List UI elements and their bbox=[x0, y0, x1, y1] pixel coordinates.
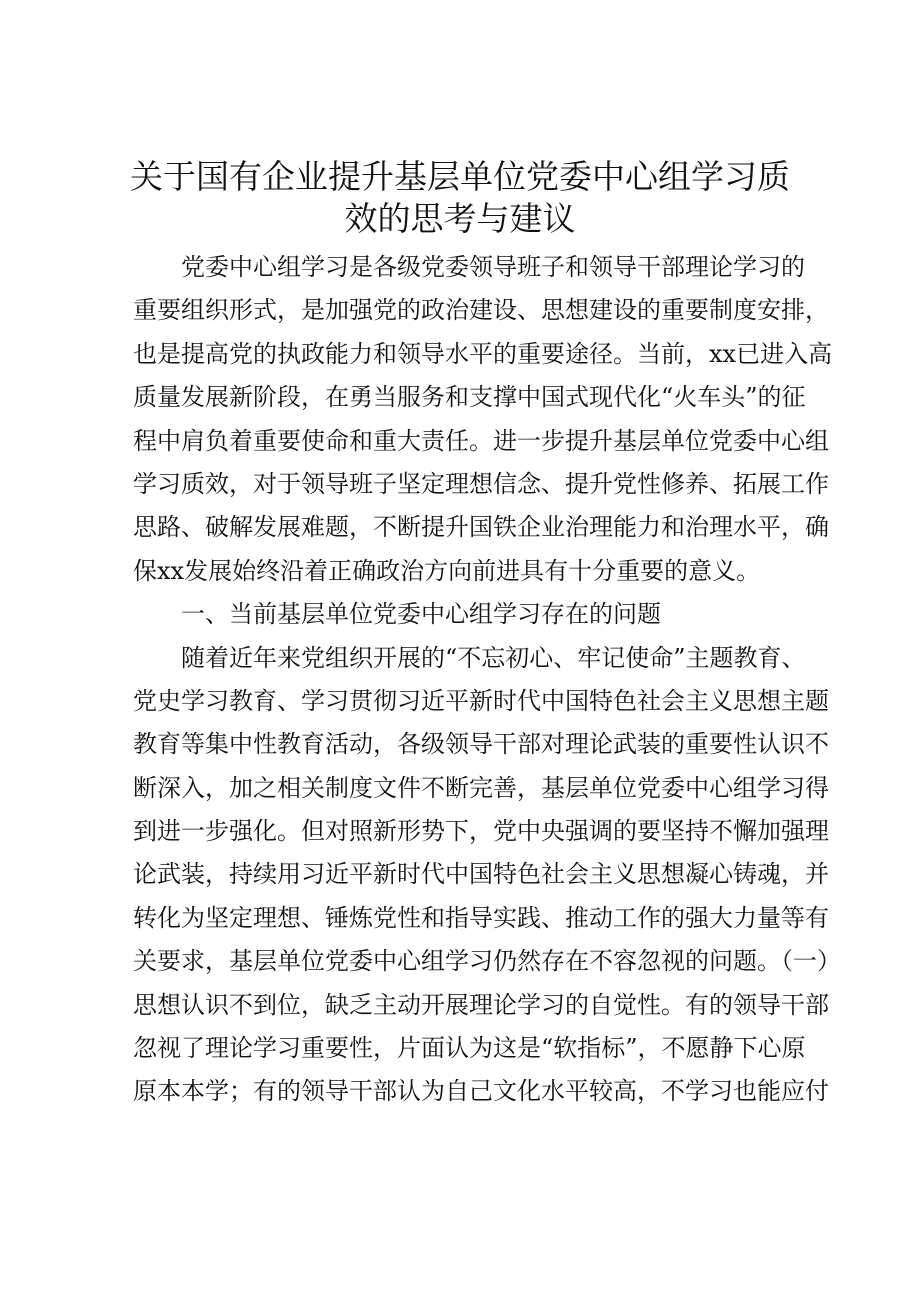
text-line: 思想认识不到位，缺乏主动开展理论学习的自觉性。有的领导干部 bbox=[133, 990, 829, 1019]
text-line: 忽视了理论学习重要性，片面认为这是“软指标”，不愿静下心原 bbox=[133, 1034, 806, 1063]
text-line: 党委中心组学习是各级党委领导班子和领导干部理论学习的 bbox=[181, 253, 805, 281]
text-line: 重要组织形式，是加强党的政治建设、思想建设的重要制度安排， bbox=[133, 296, 829, 325]
section-heading-text: 一、当前基层单位党委中心组学习存在的问题 bbox=[181, 600, 661, 629]
text-line: 党史学习教育、学习贯彻习近平新时代中国特色社会主义思想主题 bbox=[133, 686, 829, 715]
section-heading bbox=[133, 593, 797, 636]
text-line: 保xx发展始终沿着正确政治方向前进具有十分重要的意义。 bbox=[133, 556, 761, 585]
text-line: 到进一步强化。但对照新形势下，党中央强调的要坚持不懈加强理 bbox=[133, 817, 829, 846]
text-line: 学习质效，对于领导班子坚定理想信念、提升党性修养、拓展工作 bbox=[133, 469, 829, 498]
text-line: 论武装，持续用习近平新时代中国特色社会主义思想凝心铸魂，并 bbox=[133, 860, 829, 889]
text-line: 质量发展新阶段，在勇当服务和支撑中国式现代化“火车头”的征 bbox=[133, 383, 806, 412]
text-line: 也是提高党的执政能力和领导水平的重要途径。当前，xx已进入高 bbox=[133, 339, 833, 368]
text-line: 转化为坚定理想、锤炼党性和指导实践、推动工作的强大力量等有 bbox=[133, 903, 829, 932]
document-title bbox=[120, 156, 800, 240]
text-line: 教育等集中性教育活动，各级领导干部对理论武装的重要性认识不 bbox=[133, 730, 829, 759]
text-line: 原本本学；有的领导干部认为自己文化水平较高，不学习也能应付 bbox=[133, 1077, 829, 1106]
text-line: 断深入，加之相关制度文件不断完善，基层单位党委中心组学习得 bbox=[133, 773, 829, 802]
text-line: 随着近年来党组织开展的“不忘初心、牢记使命”主题教育、 bbox=[181, 643, 806, 672]
title-line-2: 效的思考与建议 bbox=[344, 199, 576, 238]
title-line-1: 关于国有企业提升基层单位党委中心组学习质 bbox=[130, 157, 790, 196]
paragraph-problems bbox=[133, 637, 841, 1114]
paragraph-intro bbox=[133, 246, 833, 593]
text-line: 思路、破解发展难题，不断提升国铁企业治理能力和治理水平，确 bbox=[133, 513, 829, 542]
document-body bbox=[133, 246, 841, 1114]
text-line: 程中肩负着重要使命和重大责任。进一步提升基层单位党委中心组 bbox=[133, 426, 829, 455]
text-line: 关要求，基层单位党委中心组学习仍然存在不容忽视的问题。（一） bbox=[133, 947, 841, 976]
